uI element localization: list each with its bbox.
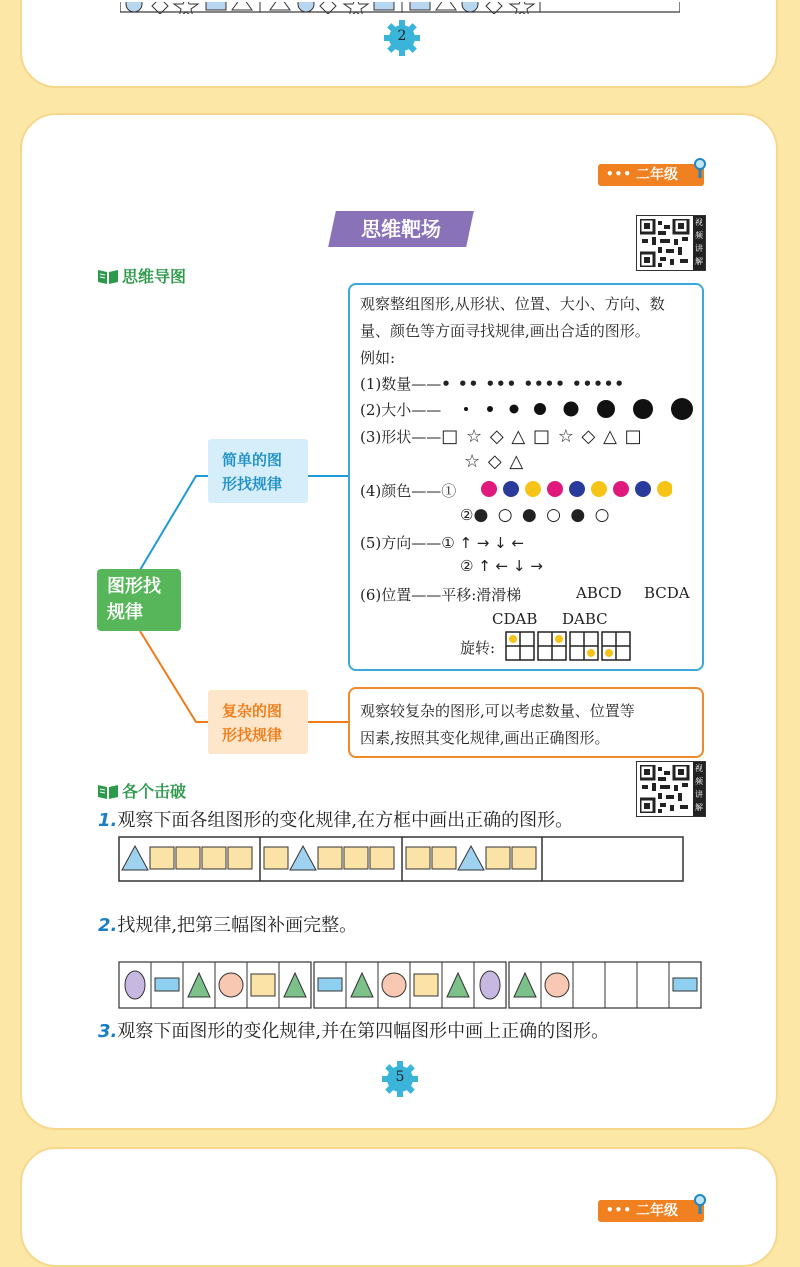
complex-pattern-node: 复杂的图 形找规律 (208, 690, 308, 754)
seq-cdab: CDAB (492, 610, 538, 628)
quantity-line: (1)数量——• •• ••• •••• ••••• (360, 375, 625, 393)
color-dot (481, 481, 497, 497)
qr-side-label: 视 频 讲 解 (693, 216, 705, 270)
size-dots (456, 396, 702, 422)
seq-bcda: BCDA (644, 584, 690, 602)
page-number: 2 (397, 28, 407, 44)
qr-side-label: 视 频 讲 解 (693, 762, 705, 816)
seq-dabc: DABC (562, 610, 608, 628)
question-1: 1.观察下面各组图形的变化规律,在方框中画出正确的图形。 (98, 810, 574, 831)
page-number: 5 (395, 1069, 405, 1085)
color-line: (4)颜色——① (360, 482, 457, 500)
badge-dots: ••• (606, 167, 633, 181)
seq-abcd: ABCD (576, 584, 622, 602)
simple-text-example: 例如: (360, 349, 396, 367)
color-dot (657, 481, 672, 497)
section-title-exercises: 各个击破 (97, 779, 186, 802)
color-dot (503, 481, 519, 497)
size-line: (2)大小—— (360, 401, 442, 419)
color-dot (635, 481, 651, 497)
magnifier-icon (692, 1194, 708, 1216)
direction-line: (5)方向——① ↑ → ↓ ← (360, 534, 525, 552)
shape-row2: ☆ ◇ △ (464, 451, 525, 472)
color-dots-row1 (480, 479, 672, 499)
color-dot (613, 481, 629, 497)
qr-icon (640, 765, 690, 813)
question-2: 2.找规律,把第三幅图补画完整。 (98, 915, 358, 936)
shape-line: (3)形状——□ ☆ ◇ △ □ ☆ ◇ △ □ (360, 426, 643, 447)
grade-badge-next: ••• 二年级 (598, 1200, 704, 1222)
direction-row2: ② ↑ ← ↓ → (460, 557, 543, 575)
q2-pattern-strip (118, 961, 704, 1009)
book-icon (97, 783, 119, 800)
question-3: 3.观察下面图形的变化规律,并在第四幅图形中画上正确的图形。 (98, 1021, 610, 1042)
complex-text-line2: 因素,按照其变化规律,画出正确图形。 (360, 729, 610, 747)
rotate-label: 旋转: (460, 639, 496, 657)
q1-answer-box[interactable] (544, 838, 682, 880)
color-dot (591, 481, 607, 497)
section-title-mindmap: 思维导图 (97, 264, 186, 287)
complex-text-line1: 观察较复杂的图形,可以考虑数量、位置等 (360, 702, 635, 720)
rotation-grids (505, 631, 635, 661)
color-dot (569, 481, 585, 497)
qr-code-exercises[interactable] (636, 761, 706, 817)
color-dot (525, 481, 541, 497)
position-line: (6)位置——平移:滑滑梯 (360, 586, 522, 604)
color-row2: ②● ○ ● ○ ● ○ (460, 505, 612, 525)
page-number-badge (382, 1061, 418, 1097)
simple-text-line1: 观察整组图形,从形状、位置、大小、方向、数 (360, 295, 665, 313)
color-dot (547, 481, 563, 497)
simple-pattern-node: 简单的图 形找规律 (208, 439, 308, 503)
simple-text-line2: 量、颜色等方面寻找规律,画出合适的图形。 (360, 322, 650, 340)
root-node: 图形找 规律 (97, 569, 181, 631)
grade-label: 二年级 (636, 167, 678, 183)
banner-title: 思维靶场 (361, 217, 441, 241)
